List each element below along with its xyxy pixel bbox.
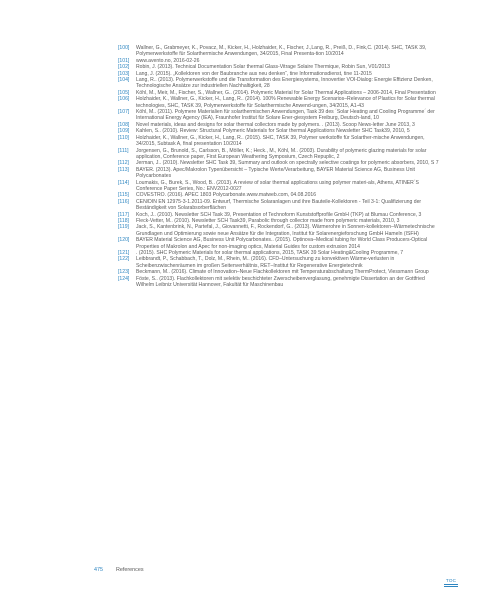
reference-number[interactable]: [120]: [118, 237, 130, 244]
reference-number[interactable]: [123]: [118, 269, 130, 276]
reference-number[interactable]: [110]: [118, 134, 129, 141]
reference-text: COVESTRO. (2016). APEC 1803 Polycarbonate.www.matweb.com, 04.08.2016: [136, 192, 317, 199]
reference-text: Köhl, M., Meir, M., Fischer, S., Wallner, G.. (2014). Polymeric Material for Solar Thermal Applications – 2006-2014, Final Presentation: [136, 89, 436, 96]
reference-text: Jerman, J.. (2010). Newsletter SHC Task 39, Summary and outlook on spectrally selective coatings for polymeric absorbers, 2010, S 7: [136, 160, 439, 167]
reference-text: Loumakis, G., Burek, S., Wood, B.. (2013). A review of solar thermal applications using polymer materi-als, Athens, ATINER´S Conference Paper Series, No.: ENV2012-0027: [136, 179, 419, 192]
toc-lines-icon: [444, 584, 458, 590]
reference-item: [118, 167, 440, 180]
reference-item: [118, 77, 440, 90]
reference-number[interactable]: [117]: [118, 211, 129, 218]
reference-number[interactable]: [122]: [118, 256, 130, 263]
reference-number[interactable]: [101]: [118, 57, 130, 64]
reference-text: Jorgensen, G., Brunold, S., Carlsson, B., Möller, K.; Heck., M., Köhl, M.. (2003). Durability of polymeric glazing materials for solar application, Conference paper, First European Weathering Symposium, Czech Repuplic, 2: [136, 147, 427, 160]
reference-number[interactable]: [107]: [118, 109, 130, 116]
reference-number[interactable]: [112]: [118, 160, 129, 167]
reference-text: Leibbrandt, P., Schabbach, T., Dolz, M., Rhein, M.. (2016). CFD–Untersuchung zu konvektiven Wärme-verlusten in Scheibenzwischenräumen im großen Seitenverhältnis, RET–Institut für Regenerative Energietechnik: [136, 256, 395, 269]
reference-item: [118, 96, 440, 109]
reference-number[interactable]: [100]: [118, 45, 130, 51]
reference-text: Fleck-Vetter, M.. (2010). Newsletter SCH Task39, Parabolic through collector made from polymeric materials, 2010, 3: [136, 217, 400, 224]
reference-item: [118, 276, 440, 289]
reference-text: BAYER. (2013). Apec/Makrolon Typenübersicht – Typische Werte/Verarbeitung, BAYER Material Science AG, Business Unit Polycarbonates: [136, 166, 415, 180]
reference-number[interactable]: [103]: [118, 70, 130, 77]
reference-list: [118, 45, 440, 288]
reference-text: Robin, J. (2013). Technical Documentation Solar thermal Glass-Vitrage Solaire Thermique, Robin Sun, V01/2013: [136, 64, 390, 71]
reference-text: Novel materials, ideas and designs for solar thermal collectors made by polymers. . (2013). Scoop News-letter June 2013, 3: [136, 121, 415, 128]
reference-item: [118, 45, 440, 58]
reference-number[interactable]: [109]: [118, 128, 130, 135]
reference-text: www.avento.no, 2016-02-26: [136, 57, 200, 64]
page-number: 475: [94, 567, 103, 573]
reference-number[interactable]: [104]: [118, 77, 130, 84]
reference-text: . (2015). SHC Polymeric Materials for solar thermal applications, 2015, TASK 39 Solar Heating&Cooling Programme, 7: [136, 250, 404, 256]
reference-item: [118, 199, 440, 212]
reference-text: CEN/DIN EN 12975-3-1.2011-09. Entwurf, Thermische Solaranlagen und ihre Bauteile-Kollektoren - Teil 3-1: Qualifizierung der Beständigkeit von Solarabsorberflächen: [136, 198, 422, 212]
reference-text: Holzhaider, K., Wallner, G., Kicker, H., Lang, R.. (2015). SHC, TASK 39, Polymer werkstoffe für Solarther-mische Anwendungen, 34/2015, Subtask A, final presentation 10/2014: [136, 134, 425, 148]
reference-number[interactable]: [111]: [118, 147, 129, 154]
reference-text: Holzhaider, K., Wallner, G., Kicker, H., Lang, R.. (2014). 100% Renewable Energy Scenarios–Relevance of Plastics for Solar thermal technologies, SHC, TASK 39, Polymerwerkstoffe für Solarthermische Anwend-ungen, 34/2015, A1-43: [136, 96, 435, 109]
page-footer: [94, 567, 144, 574]
toc-button[interactable]: [444, 578, 458, 590]
reference-item: [118, 180, 440, 193]
reference-number[interactable]: [124]: [118, 275, 130, 282]
reference-text: Föste, S.. (2013). Flachkollektoren mit selektiv beschichteter Zwerscheibenverglasung, genehmigte Dissertation an der Gottfried Wilhelm Leibniz Universität Hannover, Fakultät für Maschinenbau: [136, 275, 425, 289]
reference-number[interactable]: [102]: [118, 64, 130, 71]
reference-item: [118, 109, 440, 122]
toc-label: TOC: [445, 578, 457, 583]
reference-number[interactable]: [119]: [118, 224, 129, 231]
reference-text: Kahlen, S.. (2010). Review: Structural Polymeric Materials for Solar thermal Applications Newsletter SHC Task39, 2010, 5: [136, 128, 410, 135]
reference-number[interactable]: [116]: [118, 198, 129, 205]
reference-number[interactable]: [105]: [118, 89, 130, 96]
reference-text: Jack, S., Kantenbrink, N., Partefal, J., Giovannetti, F., Rockendorf, G.. (2013). Wärmerohre in Sonnen-kollektoren–Wärmetechnische Grundlagen und Optimierung sowie neue Ansätze für die Integration, Institut für Solarenergieforschung GmbH Hameln (ISFH): [136, 224, 435, 237]
reference-item: [118, 224, 440, 237]
reference-number[interactable]: [108]: [118, 121, 130, 128]
reference-text: Lang, J. (2015). „Kollektoren von der Baubranche aus neu denken“, tine Informationsdienst, tine 11-2015: [136, 70, 372, 77]
reference-text: BAYER Material Science AG, Business Unit Polycarbonates.. (2015). Optinova–Medical tubing for World Class Producers-Optical Properties of Makrolon and Apec for non-imaging optics, Material Guides for custom extrusion 2014: [136, 237, 428, 250]
reference-item: [118, 148, 440, 161]
reference-text: Köhl, M.. (2011). Polymere Materialien für solarthermischen Anwendungen, Task 39 des ´Solar Heating and Cooling Programme´ der International Energy Agency (IEA), Fraunhofer Institut für Solare Ener-giesystem Freiburg, Deutsch-land, 10: [136, 109, 435, 122]
reference-item: [118, 256, 440, 269]
reference-number[interactable]: [118]: [118, 217, 129, 224]
reference-number[interactable]: [106]: [118, 96, 130, 103]
reference-number[interactable]: [121]: [118, 250, 130, 256]
reference-text: Koch, J.. (2010). Newsletter SCH Task 39, Presentation of Technoform Kunststoffprofile GmbH (TKP) at Blumau Conference, 3: [136, 211, 422, 218]
reference-number[interactable]: [114]: [118, 179, 129, 186]
reference-number[interactable]: [113]: [118, 166, 129, 173]
section-label: References: [116, 567, 144, 573]
reference-text: Wallner, G., Grabmeyer, K., Povacz, M., Kicker, H., Holzhaider, K., Fischer, J.,Lang, R., Preiß, D., Fink,C. (2014). SHC, TASK 39, Polymerwerkstoffe für Solarthermische Anwendungen, 34/2015, Final Presenta-tion 10/2014: [136, 45, 427, 58]
reference-item: [118, 237, 440, 250]
reference-number[interactable]: [115]: [118, 192, 129, 199]
reference-text: Beckmann, M.. (2016). Climate of Innovation–Neue Flachkollektoren mit Temperaturabschaltung ThermProtect, Viessmann Group: [136, 269, 429, 276]
reference-text: Lang, R.. (2013). Polymerwerkstoffe und die Transformation des Energiesystems, Innovertier VOI-Dialog: Energie Effizienz Denken, Technologische Ansätze zur industriellen Nachhaltigkeit, 28: [136, 77, 433, 90]
reference-item: [118, 135, 440, 148]
